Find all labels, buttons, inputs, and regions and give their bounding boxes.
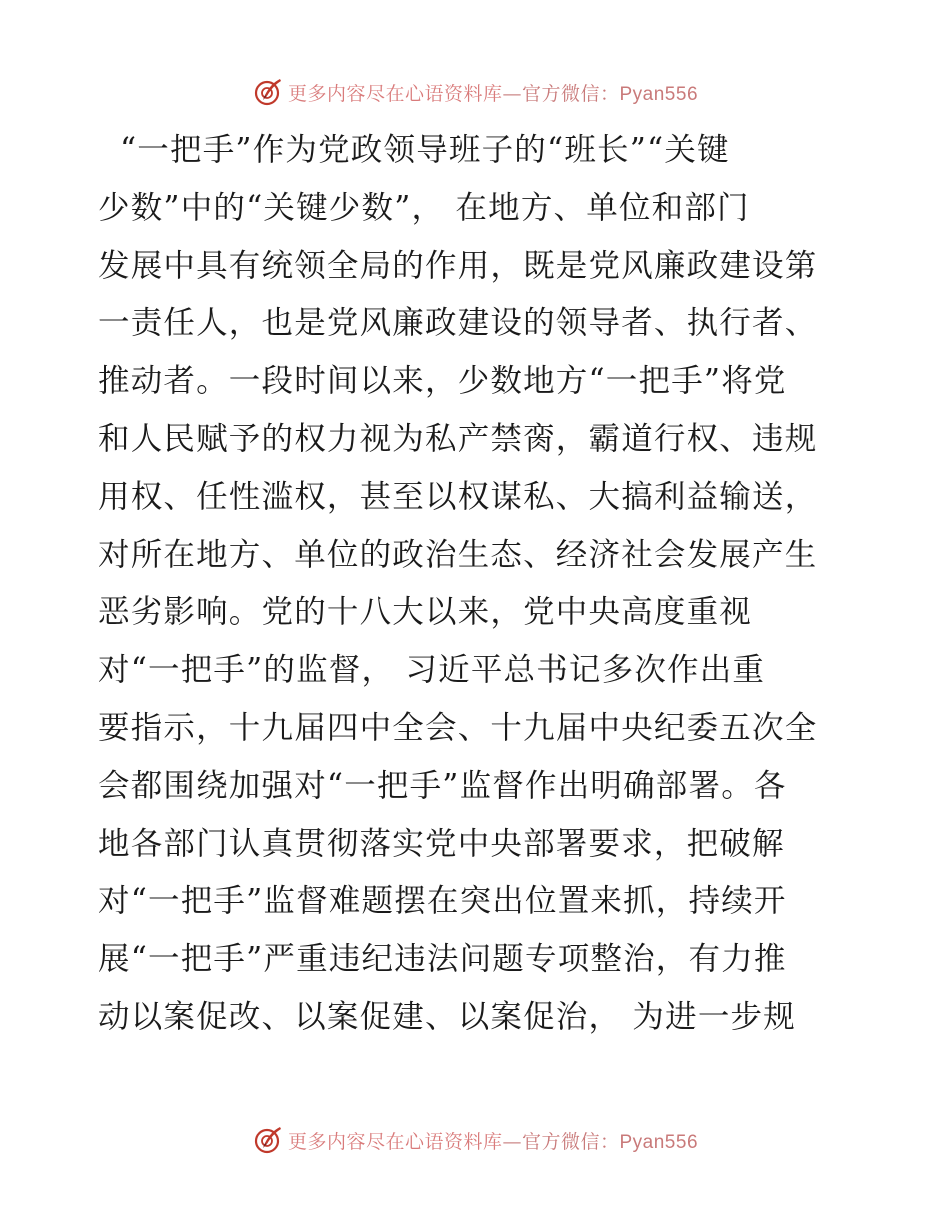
header-banner xyxy=(0,72,950,112)
body-line: 对“一把手”监督难题摆在突出位置来抓，持续开 xyxy=(98,883,787,920)
body-line: 和人民赋予的权力视为私产禁脔，霸道行权、违规 xyxy=(98,420,818,457)
body-line: 动以案促改、以案促建、以案促治， 为进一步规 xyxy=(98,998,796,1035)
banner-wechat: 官方微信：Pyan556 xyxy=(522,83,699,105)
banner-slogan: 更多内容尽在心语资料库 xyxy=(287,82,503,105)
body-line: 推动者。一段时间以来，少数地方“一把手”将党 xyxy=(98,363,787,400)
body-line: 对“一把手”的监督， 习近平总书记多次作出重 xyxy=(98,652,766,689)
body-line: 用权、任性滥权，甚至以权谋私、大搞利益输送， xyxy=(98,478,818,515)
quill-logo-icon xyxy=(252,1124,284,1156)
body-line: 一责任人，也是党风廉政建设的领导者、执行者、 xyxy=(98,305,818,342)
body-line: 会都围绕加强对“一把手”监督作出明确部署。各 xyxy=(98,767,787,804)
body-line: 发展中具有统领全局的作用，既是党风廉政建设第 xyxy=(98,247,818,284)
body-line: 少数”中的“关键少数”， 在地方、单位和部门 xyxy=(98,189,750,226)
banner-slogan: 更多内容尽在心语资料库 xyxy=(287,1130,503,1153)
banner-wechat: 官方微信：Pyan556 xyxy=(522,1131,699,1153)
body-line: 对所在地方、单位的政治生态、经济社会发展产生 xyxy=(98,536,818,573)
body-line: 恶劣影响。党的十八大以来，党中央高度重视 xyxy=(98,594,753,631)
quill-logo-icon xyxy=(252,76,284,108)
body-line: 要指示，十九届四中全会、十九届中央纪委五次全 xyxy=(98,709,818,746)
banner-text xyxy=(288,1127,698,1154)
footer-banner xyxy=(0,1120,950,1160)
document-body xyxy=(98,122,858,1047)
banner-text xyxy=(288,79,698,106)
banner-dash: — xyxy=(502,82,522,105)
body-line: 地各部门认真贯彻落实党中央部署要求，把破解 xyxy=(98,825,785,862)
body-line: “一把手”作为党政领导班子的“班长”“关键 xyxy=(120,132,730,168)
body-line: 展“一把手”严重违纪违法问题专项整治，有力推 xyxy=(98,941,787,978)
banner-dash: — xyxy=(502,1130,522,1153)
